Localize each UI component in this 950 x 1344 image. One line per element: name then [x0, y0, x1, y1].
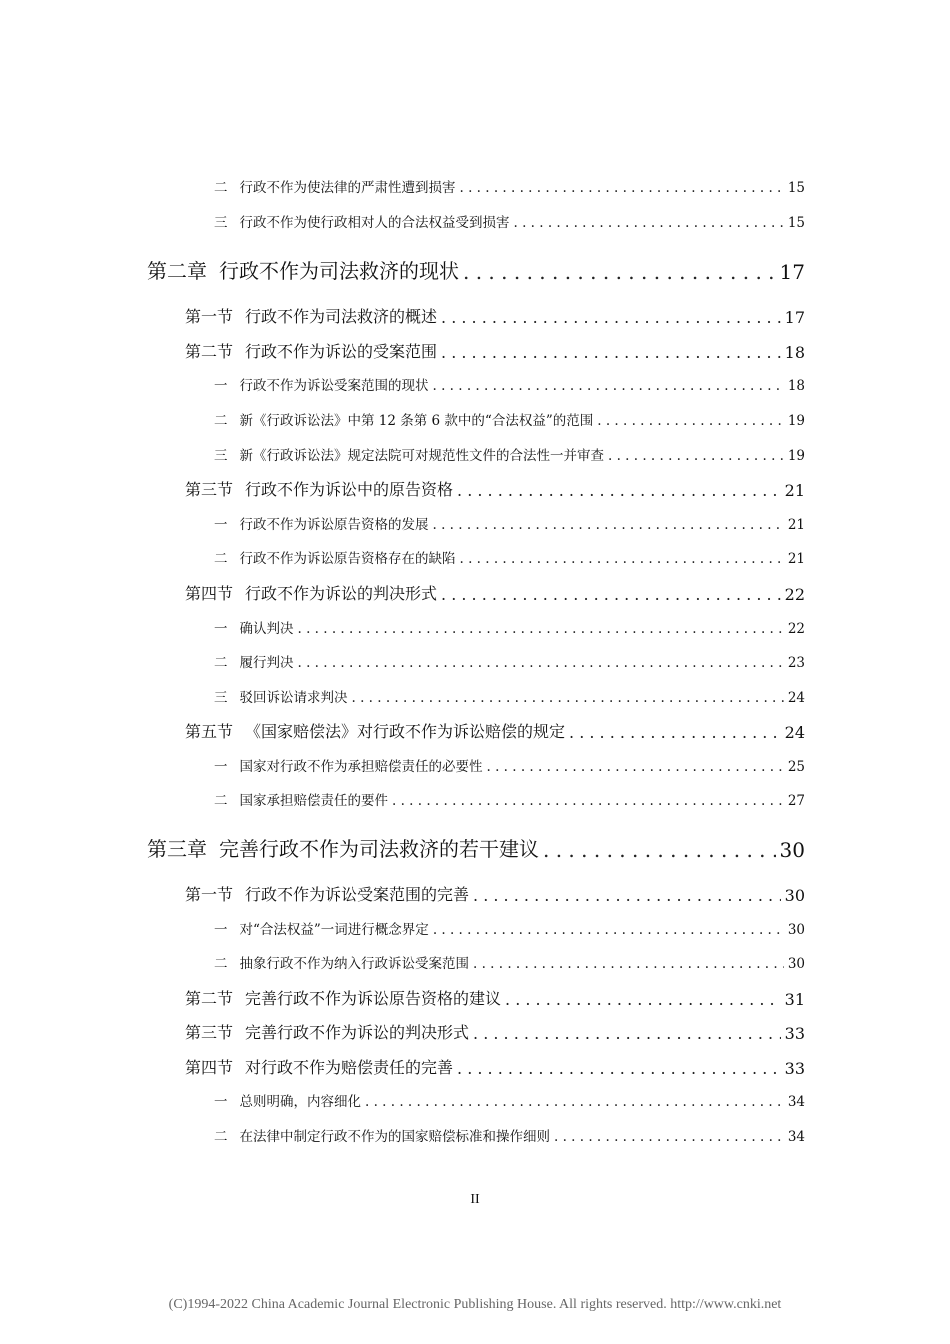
toc-leader-dots: [433, 378, 784, 394]
toc-entry-number: 第二节: [185, 342, 234, 361]
toc-leader-dots: [457, 1059, 781, 1078]
toc-subsection[interactable]: [214, 442, 805, 464]
toc-subsection[interactable]: [214, 684, 805, 706]
toc-subsection[interactable]: [214, 950, 805, 972]
toc-entry-number: 第三节: [185, 480, 234, 499]
toc-entry-title: 行政不作为使行政相对人的合法权益受到损害: [239, 215, 510, 231]
toc-entry-page: 18: [784, 343, 805, 362]
toc-subsection[interactable]: [214, 511, 805, 533]
toc-entry-number: 第三节: [185, 1023, 234, 1042]
toc-entry-title: 行政不作为诉讼原告资格存在的缺陷: [239, 551, 456, 567]
toc-leader-dots: [441, 308, 781, 327]
toc-section[interactable]: [185, 985, 805, 1009]
toc-leader-dots: [392, 793, 784, 809]
toc-entry-title: 行政不作为使法律的严肃性遭到损害: [239, 180, 456, 196]
toc-entry-page: 19: [787, 448, 805, 464]
toc-entry-page: 18: [787, 378, 805, 394]
toc-subsection[interactable]: [214, 787, 805, 809]
toc-leader-dots: [487, 759, 784, 775]
toc-leader-dots: [433, 922, 784, 938]
toc-subsection[interactable]: [214, 753, 805, 775]
toc-leader-dots: [298, 621, 784, 637]
toc-section[interactable]: [185, 1054, 805, 1078]
toc-subsection[interactable]: [214, 545, 805, 567]
toc-subsection[interactable]: [214, 916, 805, 938]
toc-leader-dots: [433, 517, 784, 533]
toc-entry-title: 行政不作为司法救济的概述: [245, 307, 438, 326]
toc-entry-page: 34: [787, 1094, 805, 1110]
toc-leader-dots: [460, 551, 784, 567]
toc-entry-number: 二: [214, 655, 228, 671]
toc-entry-page: 31: [784, 990, 805, 1009]
toc-entry-page: 15: [787, 215, 805, 231]
toc-entry-title: 确认判决: [239, 621, 294, 637]
toc-subsection[interactable]: [214, 649, 805, 671]
toc-entry-title: 国家承担赔偿责任的要件: [239, 793, 388, 809]
toc-entry-title: 行政不作为诉讼的判决形式: [245, 584, 438, 603]
toc-entry-title: 《国家赔偿法》对行政不作为诉讼赔偿的规定: [245, 722, 566, 741]
toc-entry-number: 第二章: [147, 259, 207, 283]
toc-entry-number: 第一节: [185, 885, 234, 904]
toc-leader-dots: [463, 260, 776, 284]
toc-section[interactable]: [185, 476, 805, 500]
toc-leader-dots: [441, 343, 781, 362]
toc-leader-dots: [569, 723, 781, 742]
toc-entry-number: 三: [214, 448, 228, 464]
toc-entry-number: 第五节: [185, 722, 234, 741]
toc-entry-number: 第三章: [147, 837, 207, 861]
toc-entry-title: 驳回诉讼请求判决: [239, 690, 348, 706]
toc-leader-dots: [473, 886, 781, 905]
toc-section[interactable]: [185, 338, 805, 362]
toc-entry-page: 22: [784, 585, 805, 604]
toc-entry-number: 第四节: [185, 1058, 234, 1077]
toc-entry-title: 国家对行政不作为承担赔偿责任的必要性: [239, 759, 483, 775]
toc-subsection[interactable]: [214, 209, 805, 231]
toc-leader-dots: [554, 1129, 784, 1145]
toc-entry-page: 33: [784, 1059, 805, 1078]
page-number: II: [470, 1192, 480, 1207]
toc-subsection[interactable]: [214, 1088, 805, 1110]
toc-section[interactable]: [185, 718, 805, 742]
toc-entry-page: 22: [787, 621, 805, 637]
toc-leader-dots: [473, 956, 784, 972]
toc-section[interactable]: [185, 881, 805, 905]
toc-entry-number: 一: [214, 517, 228, 533]
toc-section[interactable]: [185, 580, 805, 604]
toc-entry-page: 30: [787, 956, 805, 972]
toc-entry-page: 34: [787, 1129, 805, 1145]
toc-entry-title: 完善行政不作为司法救济的若干建议: [219, 837, 539, 861]
toc-subsection[interactable]: [214, 615, 805, 637]
toc-entry-page: 23: [787, 655, 805, 671]
toc-subsection[interactable]: [214, 372, 805, 394]
toc-entry-title: 行政不作为司法救济的现状: [219, 259, 459, 283]
toc-entry-number: 一: [214, 378, 228, 394]
toc-subsection[interactable]: [214, 407, 805, 429]
toc-leader-dots: [543, 838, 776, 862]
toc-entry-title: 行政不作为诉讼受案范围的现状: [239, 378, 429, 394]
toc-entry-page: 33: [784, 1024, 805, 1043]
toc-entry-title: 抽象行政不作为纳入行政诉讼受案范围: [239, 956, 469, 972]
toc-entry-number: 三: [214, 215, 228, 231]
copyright-notice: (C)1994-2022 China Academic Journal Electronic Publishing House. All rights reserved. http://www.cnki.net: [168, 1297, 782, 1312]
toc-entry-page: 21: [784, 481, 805, 500]
toc-entry-title: 行政不作为诉讼的受案范围: [245, 342, 438, 361]
toc-entry-title: 对行政不作为赔偿责任的完善: [245, 1058, 454, 1077]
toc-entry-number: 一: [214, 1094, 228, 1110]
toc-leader-dots: [298, 655, 784, 671]
toc-leader-dots: [457, 481, 781, 500]
toc-entry-title: 总则明确，内容细化: [239, 1094, 361, 1110]
toc-leader-dots: [505, 990, 781, 1009]
toc-entry-title: 履行判决: [239, 655, 294, 671]
toc-entry-page: 19: [787, 413, 805, 429]
toc-leader-dots: [352, 690, 784, 706]
toc-entry-number: 一: [214, 759, 228, 775]
toc-leader-dots: [365, 1094, 784, 1110]
toc-entry-title: 完善行政不作为诉讼原告资格的建议: [245, 989, 502, 1008]
toc-entry-number: 二: [214, 1129, 228, 1145]
toc-entry-title: 对“合法权益”一词进行概念界定: [239, 922, 429, 938]
toc-section[interactable]: [185, 1019, 805, 1043]
toc-entry-title: 完善行政不作为诉讼的判决形式: [245, 1023, 470, 1042]
toc-entry-number: 第四节: [185, 584, 234, 603]
toc-entry-page: 25: [787, 759, 805, 775]
toc-chapter[interactable]: [147, 832, 805, 862]
toc-entry-number: 二: [214, 956, 228, 972]
toc-subsection[interactable]: [214, 174, 805, 196]
toc-entry-page: 30: [784, 886, 805, 905]
toc-leader-dots: [441, 585, 781, 604]
toc-entry-page: 17: [784, 308, 805, 327]
toc-entry-page: 17: [779, 260, 805, 284]
toc-entry-number: 二: [214, 413, 228, 429]
toc-entry-number: 第二节: [185, 989, 234, 1008]
toc-entry-number: 一: [214, 922, 228, 938]
toc-entry-title: 行政不作为诉讼原告资格的发展: [239, 517, 429, 533]
toc-entry-number: 一: [214, 621, 228, 637]
toc-section[interactable]: [185, 303, 805, 327]
toc-entry-page: 21: [787, 517, 805, 533]
toc-entry-title: 新《行政诉讼法》中第 12 条第 6 款中的“合法权益”的范围: [239, 413, 594, 429]
toc-entry-number: 二: [214, 180, 228, 196]
toc-entry-page: 27: [787, 793, 805, 809]
toc-chapter[interactable]: [147, 254, 805, 284]
toc-entry-title: 在法律中制定行政不作为的国家赔偿标准和操作细则: [239, 1129, 550, 1145]
toc-entry-title: 行政不作为诉讼受案范围的完善: [245, 885, 470, 904]
toc-entry-number: 二: [214, 551, 228, 567]
toc-entry-page: 24: [787, 690, 805, 706]
toc-leader-dots: [473, 1024, 781, 1043]
toc-leader-dots: [514, 215, 784, 231]
toc-entry-page: 24: [784, 723, 805, 742]
toc-entry-page: 21: [787, 551, 805, 567]
toc-entry-page: 30: [787, 922, 805, 938]
toc-entry-page: 15: [787, 180, 805, 196]
toc-subsection[interactable]: [214, 1123, 805, 1145]
toc-leader-dots: [460, 180, 784, 196]
toc-leader-dots: [597, 413, 784, 429]
toc-entry-page: 30: [779, 838, 805, 862]
toc-entry-title: 新《行政诉讼法》规定法院可对规范性文件的合法性一并审查: [239, 448, 604, 464]
toc-entry-title: 行政不作为诉讼中的原告资格: [245, 480, 454, 499]
toc-entry-number: 二: [214, 793, 228, 809]
toc-entry-number: 三: [214, 690, 228, 706]
toc-entry-number: 第一节: [185, 307, 234, 326]
toc-leader-dots: [608, 448, 784, 464]
